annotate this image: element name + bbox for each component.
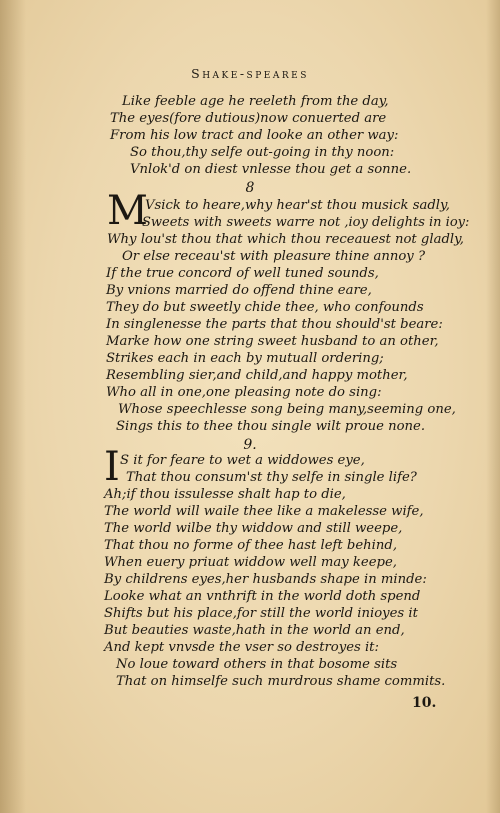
poem-line: Marke how one string sweet husband to an other, — [106, 334, 439, 349]
poem-line: In singlenesse the parts that thou should'st beare: — [106, 317, 443, 332]
poem-line: That thou no forme of thee hast left behind, — [104, 538, 398, 553]
poem-line: No loue toward others in that bosome sits — [116, 657, 398, 672]
poem-line: And kept vnvsde the vser so destroyes it: — [104, 640, 379, 655]
poem-line: The world will waile thee like a makelesse wife, — [104, 504, 424, 519]
poem-line: Vsick to heare,why hear'st thou musick sadly, — [145, 198, 450, 213]
poem-line: Resembling sier,and child,and happy mother, — [106, 368, 408, 383]
poem-line: That thou consum'st thy selfe in single life? — [126, 470, 417, 485]
sonnet-number: 9. — [243, 437, 257, 453]
poem-line: Or else receau'st with pleasure thine annoy ? — [122, 249, 426, 264]
poem-line: The world wilbe thy widdow and still weepe, — [104, 521, 403, 536]
poem-line: That on himselfe such murdrous shame commits. — [116, 674, 446, 689]
poem-line: Vnlok'd on diest vnlesse thou get a sonne. — [130, 162, 412, 177]
poem-line: Sings this to thee thou single wilt proue none. — [116, 419, 426, 434]
poem-line: Shifts but his place,for still the world inioyes it — [104, 606, 418, 621]
poem-line: When euery priuat widdow well may keepe, — [104, 555, 397, 570]
drop-cap: I — [104, 444, 120, 490]
page-number: 10. — [412, 695, 437, 711]
running-header: Shake-speares — [191, 66, 309, 81]
poem-line: The eyes(fore dutious)now conuerted are — [110, 111, 387, 126]
poem-line: Strikes each in each by mutuall ordering; — [106, 351, 384, 366]
poem-line: Who all in one,one pleasing note do sing: — [106, 385, 382, 400]
poem-line: Looke what an vnthrift in the world doth spend — [104, 589, 421, 604]
poem-line: By childrens eyes,her husbands shape in minde: — [104, 572, 427, 587]
poem-line: They do but sweetly chide thee, who confounds — [106, 300, 424, 315]
poem-line: Whose speechlesse song being many,seeming one, — [118, 402, 456, 417]
poem-line: But beauties waste,hath in the world an end, — [104, 623, 405, 638]
poem-line: So thou,thy selfe out-going in thy noon: — [130, 145, 395, 160]
poem-line: Sweets with sweets warre not ,ioy delights in ioy: — [142, 215, 470, 230]
poem-line: S it for feare to wet a widdowes eye, — [120, 453, 365, 468]
poem-line: From his low tract and looke an other way: — [110, 128, 399, 143]
sonnet-number: 8 — [245, 180, 255, 196]
poem-line: If the true concord of well tuned sounds, — [106, 266, 379, 281]
poem-line: Ah;if thou issulesse shalt hap to die, — [104, 487, 346, 502]
poem-line: Like feeble age he reeleth from the day, — [122, 94, 389, 109]
poem-line: By vnions married do offend thine eare, — [106, 283, 372, 298]
drop-cap: M — [107, 188, 148, 234]
poem-line: Why lou'st thou that which thou receauest not gladly, — [107, 232, 464, 247]
